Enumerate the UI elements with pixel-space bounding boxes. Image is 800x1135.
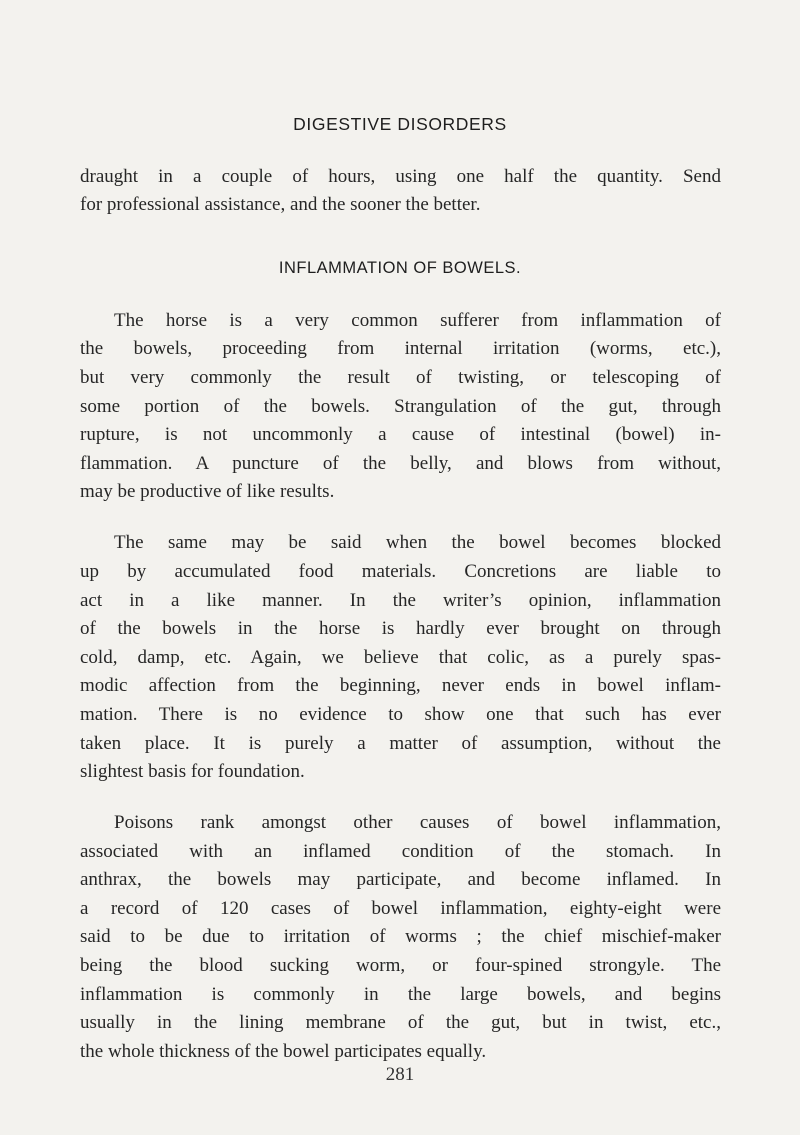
text-line: some portion of the bowels. Strangulation of the gut, through xyxy=(80,396,721,417)
text-line: up by accumulated food materials. Concretions are liable to xyxy=(80,561,721,582)
text-line: the whole thickness of the bowel participates equally. xyxy=(80,1041,487,1062)
running-head: DIGESTIVE DISORDERS xyxy=(293,114,507,134)
text-line: The same may be said when the bowel becomes blocked xyxy=(114,532,721,553)
page-number: 281 xyxy=(385,1064,415,1085)
text-line: said to be due to irritation of worms ; the chief mischief-maker xyxy=(80,926,721,947)
text-line: mation. There is no evidence to show one that such has ever xyxy=(80,704,721,725)
text-line: a record of 120 cases of bowel inflammation, eighty-eight were xyxy=(80,898,721,919)
text-line: The horse is a very common sufferer from inflammation of xyxy=(114,310,721,331)
text-line: draught in a couple of hours, using one half the quantity. Send xyxy=(80,166,721,187)
text-line: being the blood sucking worm, or four-spined strongyle. The xyxy=(80,955,721,976)
text-line: Poisons rank amongst other causes of bowel inflammation, xyxy=(114,812,721,833)
text-line: flammation. A puncture of the belly, and blows from without, xyxy=(80,453,721,474)
text-line: of the bowels in the horse is hardly ever brought on through xyxy=(80,618,721,639)
text-line: rupture, is not uncommonly a cause of intestinal (bowel) in- xyxy=(80,424,721,445)
text-line: cold, damp, etc. Again, we believe that colic, as a purely spas- xyxy=(80,647,721,668)
text-line: modic affection from the beginning, never ends in bowel inflam- xyxy=(80,675,721,696)
text-line: act in a like manner. In the writer’s opinion, inflammation xyxy=(80,590,721,611)
text-line: associated with an inflamed condition of the stomach. In xyxy=(80,841,721,862)
text-line: usually in the lining membrane of the gut, but in twist, etc., xyxy=(80,1012,721,1033)
text-line: taken place. It is purely a matter of assumption, without the xyxy=(80,733,721,754)
text-line: but very commonly the result of twisting, or telescoping of xyxy=(80,367,721,388)
text-line: slightest basis for foundation. xyxy=(80,761,305,782)
text-line: inflammation is commonly in the large bowels, and begins xyxy=(80,984,721,1005)
text-line: the bowels, proceeding from internal irritation (worms, etc.), xyxy=(80,338,721,359)
text-line: for professional assistance, and the sooner the better. xyxy=(80,194,481,215)
text-line: may be productive of like results. xyxy=(80,481,335,502)
text-line: anthrax, the bowels may participate, and become inflamed. In xyxy=(80,869,721,890)
section-title: INFLAMMATION OF BOWELS. xyxy=(278,259,522,277)
